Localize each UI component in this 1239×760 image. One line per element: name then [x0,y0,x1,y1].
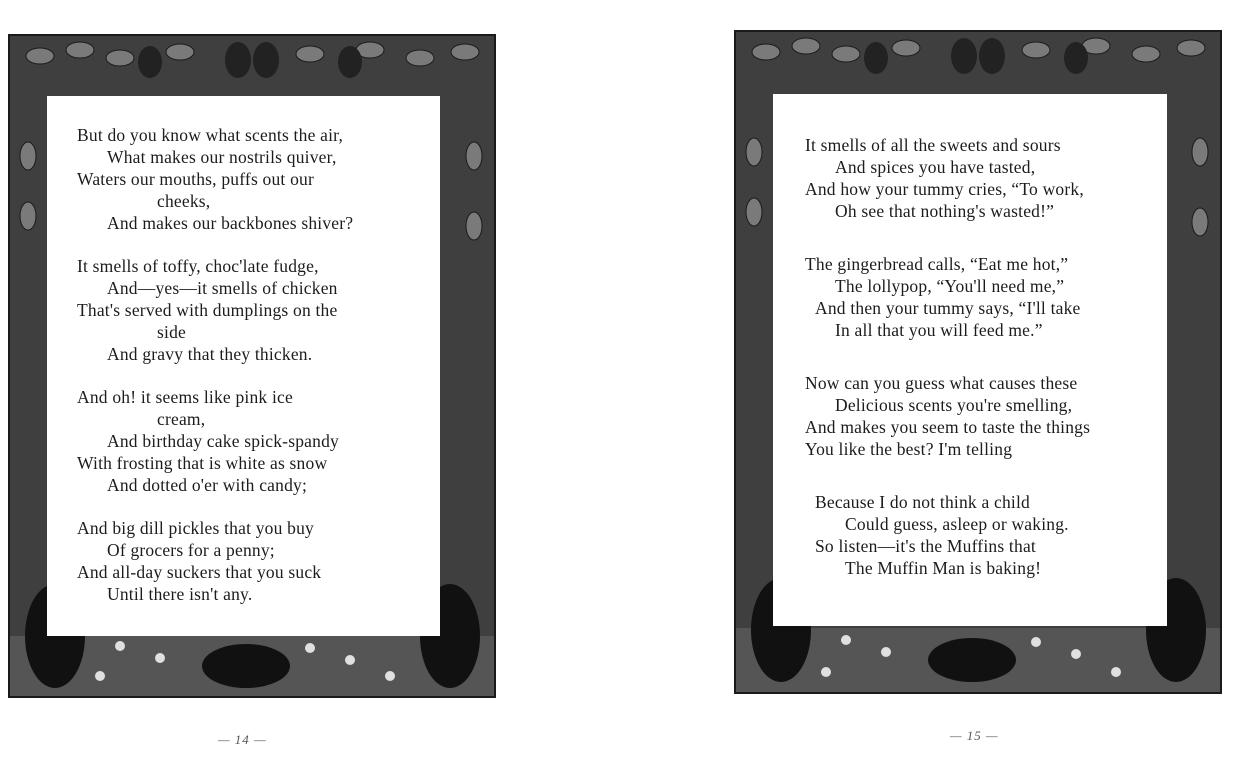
poem-text [77,124,353,605]
poem-line: Because I do not think a child [815,492,1030,512]
stanza [77,517,353,605]
left-page [0,0,619,760]
poem-text [805,134,1090,579]
stanza [805,372,1090,460]
illustrated-border [8,34,496,698]
poem-line: The Muffin Man is baking! [845,558,1042,578]
poem-line: Could guess, asleep or waking. [845,514,1069,534]
text-panel [773,94,1167,626]
poem-line: It smells of all the sweets and sours [805,135,1061,155]
poem-line: You like the best? I'm telling [805,439,1013,459]
stanza [805,253,1090,341]
poem-line: In all that you will feed me.” [835,320,1043,340]
poem-line: And gravy that they thicken. [107,344,313,364]
poem-line: So listen—it's the Muffins that [815,536,1036,556]
bird-icon [864,42,888,74]
poem-line: But do you know what scents the air, [77,125,344,145]
poem-line: And all-day suckers that you suck [77,562,322,582]
stanza [805,491,1090,579]
poem-line: And then your tummy says, “I'll take [815,298,1081,318]
stanza [77,255,353,365]
poem-line: Delicious scents you're smelling, [835,395,1073,415]
poem-line: And—yes—it smells of chicken [107,278,338,298]
poem-line: Waters our mouths, puffs out our [77,169,315,189]
poem-line: Until there isn't any. [107,584,253,604]
poem-line: With frosting that is white as snow [77,453,328,473]
page-number: — 15 — [950,728,999,743]
poem-line: And makes you seem to taste the things [805,417,1091,437]
poem-line: That's served with dumplings on the [77,300,338,320]
stanza [805,134,1090,222]
poem-line: cream, [157,409,206,429]
bird-icon [138,46,162,78]
poem-line: What makes our nostrils quiver, [107,147,337,167]
stanza [77,124,353,234]
poem-line: And makes our backbones shiver? [107,213,354,233]
poem-line: The gingerbread calls, “Eat me hot,” [805,254,1069,274]
poem-line: And spices you have tasted, [835,157,1036,177]
right-page [620,0,1239,760]
poem-line: And birthday cake spick-spandy [107,431,339,451]
poem-line: It smells of toffy, choc'late fudge, [77,256,319,276]
poem-line: side [157,322,186,342]
poem-line: cheeks, [157,191,211,211]
poem-line: And dotted o'er with candy; [107,475,308,495]
poem-line: The lollypop, “You'll need me,” [835,276,1065,296]
illustrated-border [734,30,1222,694]
poem-line: Now can you guess what causes these [805,373,1078,393]
stanza [77,386,353,496]
poem-line: Of grocers for a penny; [107,540,275,560]
poem-line: And big dill pickles that you buy [77,518,314,538]
poem-line: And how your tummy cries, “To work, [805,179,1084,199]
poem-line: And oh! it seems like pink ice [77,387,293,407]
page-number: — 14 — [218,732,267,747]
poem-line: Oh see that nothing's wasted!” [835,201,1055,221]
text-panel [47,96,440,636]
